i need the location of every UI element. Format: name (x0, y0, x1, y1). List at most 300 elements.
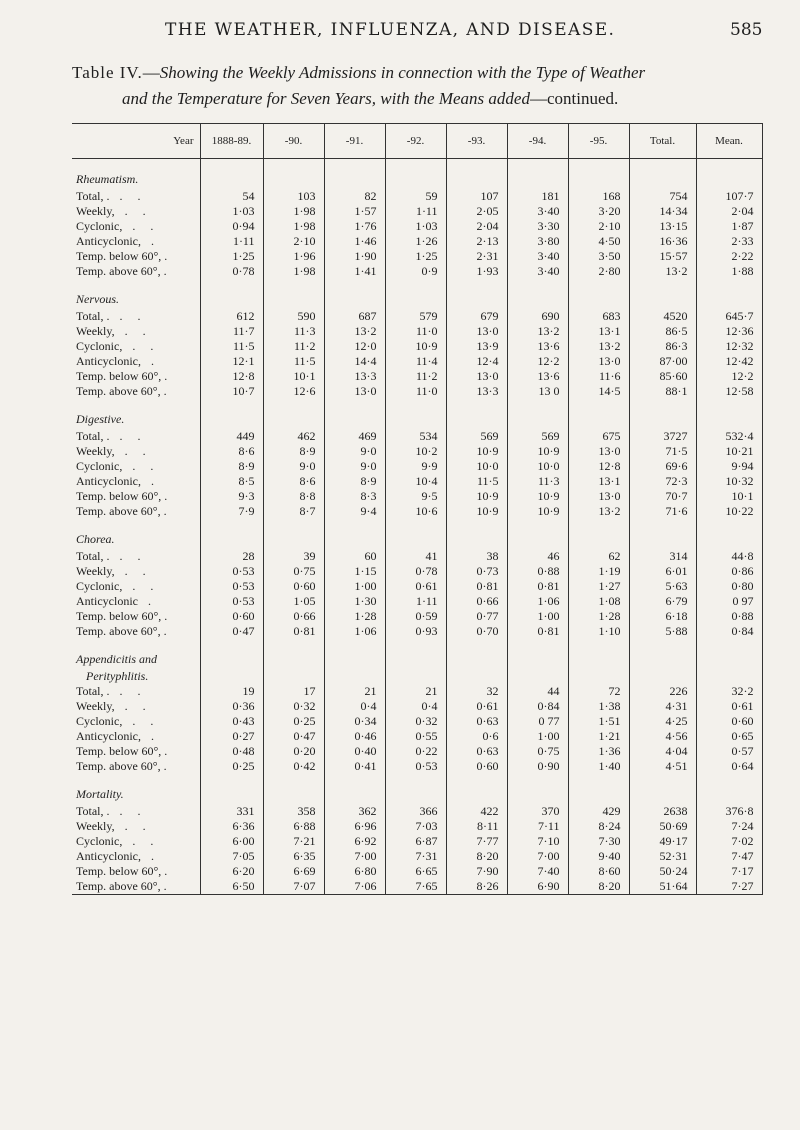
table-cell: 82 (324, 189, 385, 204)
empty-cell (568, 639, 629, 669)
empty-cell (385, 159, 446, 190)
table-row (72, 204, 762, 219)
row-label (72, 264, 200, 279)
table-cell: 11·7 (200, 324, 263, 339)
table-cell: 0·43 (200, 714, 263, 729)
row-label (72, 759, 200, 774)
table-cell: 0·75 (507, 744, 568, 759)
table-cell: 0·60 (200, 609, 263, 624)
empty-cell (446, 159, 507, 190)
table-cell: 14·5 (568, 384, 629, 399)
table-cell: 1·03 (200, 204, 263, 219)
table-cell: 0·81 (446, 579, 507, 594)
table-cell: 1·28 (568, 609, 629, 624)
table-cell: 1·87 (696, 219, 762, 234)
row-label-text: Temp. below 60°, . (76, 864, 168, 878)
table-cell: 13·1 (568, 324, 629, 339)
table-cell: 7·47 (696, 849, 762, 864)
empty-cell (629, 639, 696, 669)
table-cell: 8·3 (324, 489, 385, 504)
row-label (72, 429, 200, 444)
table-cell: 1·38 (568, 699, 629, 714)
table-cell: 10·1 (263, 369, 324, 384)
table-cell: 0·84 (696, 624, 762, 639)
table-row (72, 369, 762, 384)
table-cell: 532·4 (696, 429, 762, 444)
table-cell: 10·9 (446, 444, 507, 459)
table-cell: 3·40 (507, 264, 568, 279)
table-cell: 1·11 (385, 594, 446, 609)
table-cell: 13·6 (507, 369, 568, 384)
table-row (72, 804, 762, 819)
empty-cell (200, 639, 263, 669)
table-cell: 4·50 (568, 234, 629, 249)
table-cell: 0·20 (263, 744, 324, 759)
section-heading (72, 159, 200, 190)
section-heading-row (72, 774, 762, 804)
table-row (72, 219, 762, 234)
table-cell: 181 (507, 189, 568, 204)
table-cell: 0·53 (200, 564, 263, 579)
table-row (72, 594, 762, 609)
empty-cell (629, 519, 696, 549)
leader-dots: . . (132, 579, 160, 593)
table-cell: 0·63 (446, 714, 507, 729)
table-cell: 612 (200, 309, 263, 324)
table-cell: 6·79 (629, 594, 696, 609)
table-cell: 754 (629, 189, 696, 204)
table-cell: 0·61 (696, 699, 762, 714)
table-cell: 0·47 (200, 624, 263, 639)
table-cell: 1·08 (568, 594, 629, 609)
caption-line-2: and the Temperature for Seven Years, with the Means added (122, 89, 530, 108)
table-cell: 12·8 (200, 369, 263, 384)
table-cell: 1·06 (507, 594, 568, 609)
table-cell: 0·81 (263, 624, 324, 639)
table-cell: 6·01 (629, 564, 696, 579)
table-cell: 10·21 (696, 444, 762, 459)
table-cell: 9·40 (568, 849, 629, 864)
row-label (72, 339, 200, 354)
empty-cell (568, 159, 629, 190)
table-row (72, 699, 762, 714)
row-label-text: Cyclonic, (76, 714, 123, 728)
empty-cell (568, 774, 629, 804)
table-cell: 11·3 (263, 324, 324, 339)
row-label-text: Weekly, (76, 819, 115, 833)
table-row (72, 714, 762, 729)
table-body (72, 159, 762, 895)
table-row (72, 864, 762, 879)
empty-cell (446, 519, 507, 549)
table-cell: 0·75 (263, 564, 324, 579)
table-cell: 6·35 (263, 849, 324, 864)
section-heading-row (72, 669, 762, 684)
empty-cell (696, 159, 762, 190)
table-cell: 10·1 (696, 489, 762, 504)
row-label (72, 564, 200, 579)
empty-cell (629, 279, 696, 309)
table-cell: 7·03 (385, 819, 446, 834)
table-cell: 10·9 (385, 339, 446, 354)
table-cell: 2638 (629, 804, 696, 819)
row-label-text: Weekly, (76, 444, 115, 458)
empty-cell (696, 669, 762, 684)
table-cell: 50·69 (629, 819, 696, 834)
table-cell: 8·20 (568, 879, 629, 895)
table-cell: 1·00 (507, 609, 568, 624)
empty-cell (324, 774, 385, 804)
leader-dots: . . (132, 339, 160, 353)
table-cell: 17 (263, 684, 324, 699)
table-cell: 11·0 (385, 324, 446, 339)
table-cell: 62 (568, 549, 629, 564)
empty-cell (200, 669, 263, 684)
table-cell: 0·73 (446, 564, 507, 579)
table-cell: 0·25 (263, 714, 324, 729)
table-row (72, 429, 762, 444)
table-cell: 13·0 (446, 324, 507, 339)
row-label-text: Temp. above 60°, . (76, 384, 167, 398)
row-label (72, 609, 200, 624)
row-label-text: Anticyclonic, (76, 729, 141, 743)
table-cell: 6·18 (629, 609, 696, 624)
table-cell: 13·0 (446, 369, 507, 384)
table-cell: 12·6 (263, 384, 324, 399)
leader-dots: . . (119, 549, 147, 563)
table-cell: 569 (446, 429, 507, 444)
table-cell: 69·6 (629, 459, 696, 474)
row-label-text: Temp. below 60°, . (76, 744, 168, 758)
section-heading (72, 774, 200, 804)
table-cell: 687 (324, 309, 385, 324)
row-label (72, 819, 200, 834)
table-cell: 8·9 (324, 474, 385, 489)
table-cell: 1·41 (324, 264, 385, 279)
table-cell: 6·69 (263, 864, 324, 879)
row-label-text: Cyclonic, (76, 219, 123, 233)
table-cell: 10·0 (507, 459, 568, 474)
table-cell: 13 0 (507, 384, 568, 399)
table-row (72, 474, 762, 489)
row-label-text: Total, . (76, 189, 110, 203)
section-heading (72, 639, 200, 669)
table-cell: 0·53 (200, 579, 263, 594)
table-cell: 11·2 (263, 339, 324, 354)
table-cell: 0·88 (696, 609, 762, 624)
caption-line-1: Showing the Weekly Admissions in connection with the Type of Weather (159, 63, 646, 82)
table-cell: 12·32 (696, 339, 762, 354)
table-cell: 3727 (629, 429, 696, 444)
table-cell: 7·11 (507, 819, 568, 834)
row-label (72, 834, 200, 849)
leader-dots: . . (124, 324, 152, 338)
table-row (72, 339, 762, 354)
table-cell: 11·6 (568, 369, 629, 384)
table-cell: 8·20 (446, 849, 507, 864)
row-label (72, 219, 200, 234)
table-cell: 10·2 (385, 444, 446, 459)
empty-cell (446, 669, 507, 684)
table-cell: 376·8 (696, 804, 762, 819)
table-row (72, 609, 762, 624)
header-row (72, 124, 762, 159)
empty-cell (507, 399, 568, 429)
table-cell: 44·8 (696, 549, 762, 564)
leader-dots: . . (119, 684, 147, 698)
table-cell: 12·1 (200, 354, 263, 369)
empty-cell (568, 519, 629, 549)
table-cell: 7·24 (696, 819, 762, 834)
table-cell: 1·11 (385, 204, 446, 219)
table-cell: 13·0 (568, 444, 629, 459)
table-cell: 0·86 (696, 564, 762, 579)
table-cell: 1·36 (568, 744, 629, 759)
row-label-text: Temp. below 60°, . (76, 249, 168, 263)
table-cell: 1·88 (696, 264, 762, 279)
leader-dots: . (147, 594, 157, 608)
empty-cell (324, 399, 385, 429)
leader-dots: . . (132, 459, 160, 473)
table-cell: 107·7 (696, 189, 762, 204)
empty-cell (629, 669, 696, 684)
empty-cell (263, 279, 324, 309)
table-cell: 19 (200, 684, 263, 699)
table-cell: 0·22 (385, 744, 446, 759)
caption-dash: — (142, 63, 160, 82)
table-cell: 8·7 (263, 504, 324, 519)
table-cell: 0·60 (696, 714, 762, 729)
section-name-continued: Perityphlitis. (72, 669, 200, 684)
table-cell: 0 97 (696, 594, 762, 609)
table-cell: 0·70 (446, 624, 507, 639)
table-row (72, 189, 762, 204)
table-cell: 0·47 (263, 729, 324, 744)
row-label-text: Cyclonic, (76, 339, 123, 353)
table-cell: 12·2 (696, 369, 762, 384)
table-cell: 366 (385, 804, 446, 819)
col-header-91: -91. (324, 124, 385, 159)
row-label-text: Weekly, (76, 324, 115, 338)
table-cell: 6·92 (324, 834, 385, 849)
table-cell: 1·27 (568, 579, 629, 594)
empty-cell (696, 279, 762, 309)
table-cell: 1·96 (263, 249, 324, 264)
table-cell: 0·66 (446, 594, 507, 609)
empty-cell (385, 279, 446, 309)
empty-cell (446, 279, 507, 309)
table-cell: 3·50 (568, 249, 629, 264)
table-cell: 1·03 (385, 219, 446, 234)
table-cell: 28 (200, 549, 263, 564)
leader-dots: . . (124, 819, 152, 833)
table-cell: 46 (507, 549, 568, 564)
table-row (72, 729, 762, 744)
table-cell: 12·8 (568, 459, 629, 474)
table-cell: 462 (263, 429, 324, 444)
table-cell: 12·58 (696, 384, 762, 399)
table-cell: 2·33 (696, 234, 762, 249)
table-cell: 1·06 (324, 624, 385, 639)
table-cell: 14·4 (324, 354, 385, 369)
table-cell: 0·48 (200, 744, 263, 759)
row-label-text: Cyclonic, (76, 459, 123, 473)
table-cell: 7·30 (568, 834, 629, 849)
table-cell: 0·90 (507, 759, 568, 774)
table-cell: 1·51 (568, 714, 629, 729)
table-cell: 7·77 (446, 834, 507, 849)
table-cell: 10·4 (385, 474, 446, 489)
leader-dots: . (150, 234, 160, 248)
row-label-text: Cyclonic, (76, 834, 123, 848)
table-row (72, 564, 762, 579)
section-heading-row (72, 159, 762, 190)
empty-cell (263, 639, 324, 669)
table-cell: 429 (568, 804, 629, 819)
table-cell: 1·98 (263, 204, 324, 219)
table-cell: 13·2 (568, 504, 629, 519)
table-cell: 13·2 (324, 324, 385, 339)
empty-cell (385, 669, 446, 684)
table-cell: 0·88 (507, 564, 568, 579)
table-cell: 7·40 (507, 864, 568, 879)
table-cell: 0·84 (507, 699, 568, 714)
row-label (72, 474, 200, 489)
table-cell: 1·00 (507, 729, 568, 744)
table-cell: 0·78 (385, 564, 446, 579)
running-title: THE WEATHER, INFLUENZA, AND DISEASE. (165, 20, 616, 40)
empty-cell (696, 519, 762, 549)
page-number: 585 (730, 20, 763, 40)
table-cell: 1·26 (385, 234, 446, 249)
empty-cell (324, 519, 385, 549)
row-label (72, 699, 200, 714)
table-cell: 0·36 (200, 699, 263, 714)
row-label (72, 444, 200, 459)
row-label-text: Anticyclonic, (76, 234, 141, 248)
table-cell: 10·9 (507, 504, 568, 519)
row-label (72, 354, 200, 369)
table-cell: 1·11 (200, 234, 263, 249)
empty-cell (324, 159, 385, 190)
table-cell: 690 (507, 309, 568, 324)
empty-cell (200, 774, 263, 804)
col-header-1888-89: 1888-89. (200, 124, 263, 159)
table-cell: 2·80 (568, 264, 629, 279)
table-cell: 1·46 (324, 234, 385, 249)
table-label: Table IV. (72, 63, 143, 82)
table-cell: 0·81 (507, 579, 568, 594)
table-row (72, 834, 762, 849)
table-cell: 314 (629, 549, 696, 564)
section-heading (72, 399, 200, 429)
table-cell: 0·80 (696, 579, 762, 594)
table-cell: 1·21 (568, 729, 629, 744)
table-cell: 32·2 (696, 684, 762, 699)
table-cell: 0·41 (324, 759, 385, 774)
table-cell: 13·0 (568, 489, 629, 504)
table-cell: 0·34 (324, 714, 385, 729)
row-label-text: Weekly, (76, 699, 115, 713)
table-cell: 10·7 (200, 384, 263, 399)
table-row (72, 759, 762, 774)
empty-cell (507, 279, 568, 309)
empty-cell (696, 639, 762, 669)
table-cell: 362 (324, 804, 385, 819)
table-cell: 0·4 (324, 699, 385, 714)
table-cell: 32 (446, 684, 507, 699)
table-cell: 7·07 (263, 879, 324, 895)
row-label (72, 624, 200, 639)
empty-cell (263, 519, 324, 549)
table-cell: 38 (446, 549, 507, 564)
table-cell: 9·94 (696, 459, 762, 474)
table-cell: 4·25 (629, 714, 696, 729)
table-cell: 6·36 (200, 819, 263, 834)
table-cell: 7·00 (324, 849, 385, 864)
empty-cell (324, 639, 385, 669)
table-cell: 13·3 (324, 369, 385, 384)
table-cell: 11·3 (507, 474, 568, 489)
row-label (72, 234, 200, 249)
table-cell: 683 (568, 309, 629, 324)
table-cell: 5·63 (629, 579, 696, 594)
col-header-total: Total. (629, 124, 696, 159)
row-label (72, 684, 200, 699)
table-cell: 9·3 (200, 489, 263, 504)
table-cell: 13·2 (568, 339, 629, 354)
table-cell: 0·53 (200, 594, 263, 609)
table-row (72, 819, 762, 834)
table-cell: 0·46 (324, 729, 385, 744)
table-cell: 13·0 (324, 384, 385, 399)
table-row (72, 459, 762, 474)
table-cell: 3·80 (507, 234, 568, 249)
empty-cell (263, 669, 324, 684)
table-cell: 8·24 (568, 819, 629, 834)
table-cell: 2·13 (446, 234, 507, 249)
leader-dots: . . (119, 309, 147, 323)
table-cell: 21 (385, 684, 446, 699)
table-row (72, 324, 762, 339)
table-cell: 13·3 (446, 384, 507, 399)
table-row (72, 309, 762, 324)
empty-cell (200, 519, 263, 549)
empty-cell (629, 774, 696, 804)
table-cell: 3·40 (507, 249, 568, 264)
table-cell: 422 (446, 804, 507, 819)
table-row (72, 504, 762, 519)
table-row (72, 234, 762, 249)
table-cell: 8·60 (568, 864, 629, 879)
empty-cell (629, 399, 696, 429)
table-cell: 0·60 (263, 579, 324, 594)
table-cell: 44 (507, 684, 568, 699)
table-cell: 60 (324, 549, 385, 564)
table-cell: 675 (568, 429, 629, 444)
empty-cell (385, 639, 446, 669)
section-name: Mortality. (76, 787, 124, 801)
table-cell: 12·4 (446, 354, 507, 369)
row-label-text: Temp. below 60°, . (76, 489, 168, 503)
empty-cell (696, 774, 762, 804)
table-cell: 8·8 (263, 489, 324, 504)
empty-cell (507, 519, 568, 549)
table-cell: 86·3 (629, 339, 696, 354)
col-header-95: -95. (568, 124, 629, 159)
leader-dots: . (150, 354, 160, 368)
table-cell: 9·0 (324, 459, 385, 474)
